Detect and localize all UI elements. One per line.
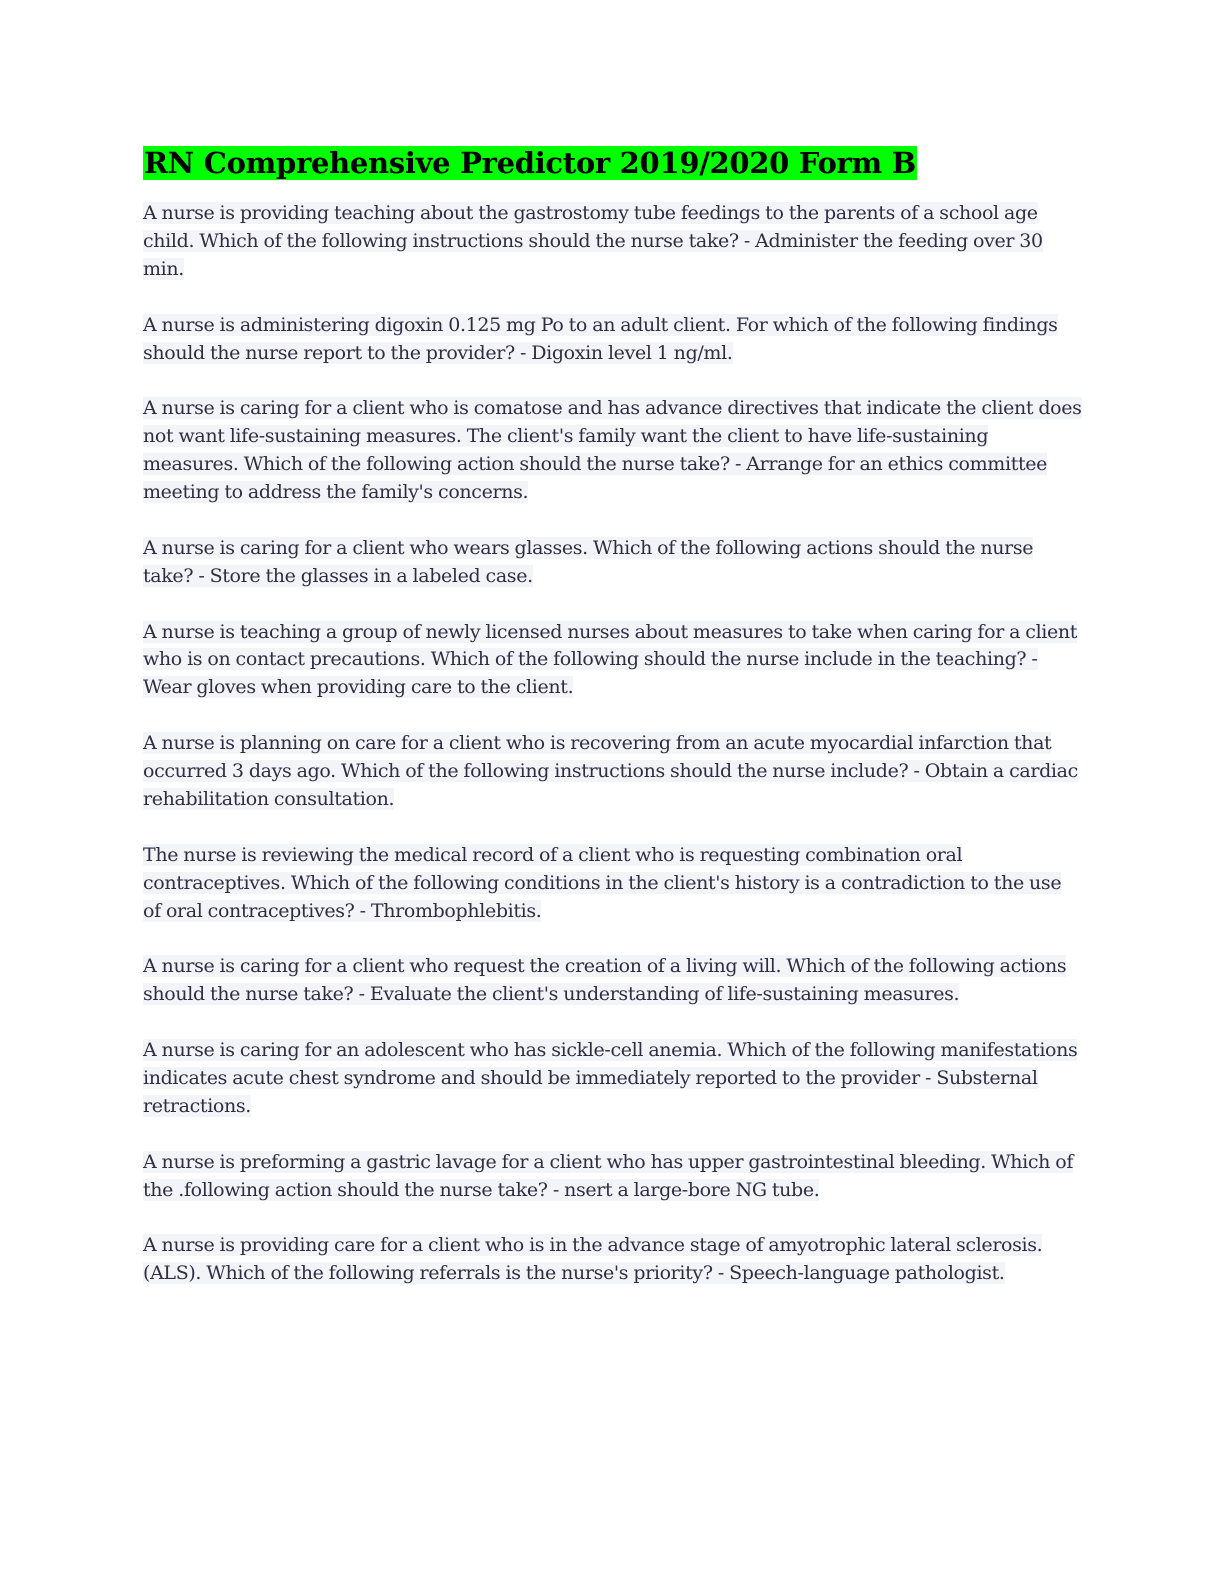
qa-item-text: The nurse is reviewing the medical record of a client who is requesting combination oral contraceptives. Which of the following conditions in the client's history is a contradiction to the use of oral contraceptives? - Thrombophlebitis. [143,843,1062,922]
qa-item-text: A nurse is preforming a gastric lavage for a client who has upper gastrointestinal bleeding. Which of the .following action should the nurse take? - nsert a large-bore NG tube. [143,1150,1074,1201]
qa-item-text: A nurse is teaching a group of newly licensed nurses about measures to take when caring for a client who is on contact precautions. Which of the following should the nurse include in the teaching? - Wear gloves when providing care to the client. [143,620,1078,699]
qa-item-text: A nurse is planning on care for a client who is recovering from an acute myocardial infarction that occurred 3 days ago. Which of the following instructions should the nurse include? - Obtain a cardiac rehabilitation consultation. [143,732,1078,810]
qa-item-text: A nurse is providing teaching about the gastrostomy tube feedings to the parents of a school age child. Which of the following instructions should the nurse take? - Administer the feeding over 30 min. [143,202,1043,280]
qa-item [143,842,1083,926]
qa-item [143,953,1083,1009]
qa-item [143,1037,1083,1121]
qa-item [143,200,1083,284]
qa-item [143,535,1083,591]
qa-item [143,619,1083,703]
qa-item-text: A nurse is caring for an adolescent who has sickle-cell anemia. Which of the following manifestations indicates acute chest syndrome and should be immediately reported to the provider - Substernal retractions. [143,1039,1078,1117]
document-title-text: RN Comprehensive Predictor 2019/2020 Form B [144,146,916,180]
qa-item-text: A nurse is providing care for a client who is in the advance stage of amyotrophic lateral sclerosis. (ALS). Which of the following referrals is the nurse's priority? - Speech-language pathologist. [143,1234,1043,1285]
qa-item-text: A nurse is caring for a client who request the creation of a living will. Which of the following actions should the nurse take? - Evaluate the client's understanding of life-sustaining measures. [143,955,1067,1006]
document-title [143,140,1083,186]
qa-item [143,1149,1083,1205]
qa-item [143,395,1083,507]
qa-item [143,730,1083,814]
qa-item [143,312,1083,368]
qa-list [143,200,1083,1288]
qa-item-text: A nurse is administering digoxin 0.125 mg Po to an adult client. For which of the following findings should the nurse report to the provider? - Digoxin level 1 ng/ml. [143,313,1058,364]
qa-item [143,1232,1083,1288]
document-content [143,140,1083,1316]
qa-item-text: A nurse is caring for a client who wears glasses. Which of the following actions should the nurse take? - Store the glasses in a labeled case. [143,536,1034,587]
qa-item-text: A nurse is caring for a client who is comatose and has advance directives that indicate the client does not want life-sustaining measures. The client's family want the client to have life-sustaining measures. Which of the following action should the nurse take? - Arrange for an ethics committee meeting to address the family's concerns. [143,397,1082,504]
